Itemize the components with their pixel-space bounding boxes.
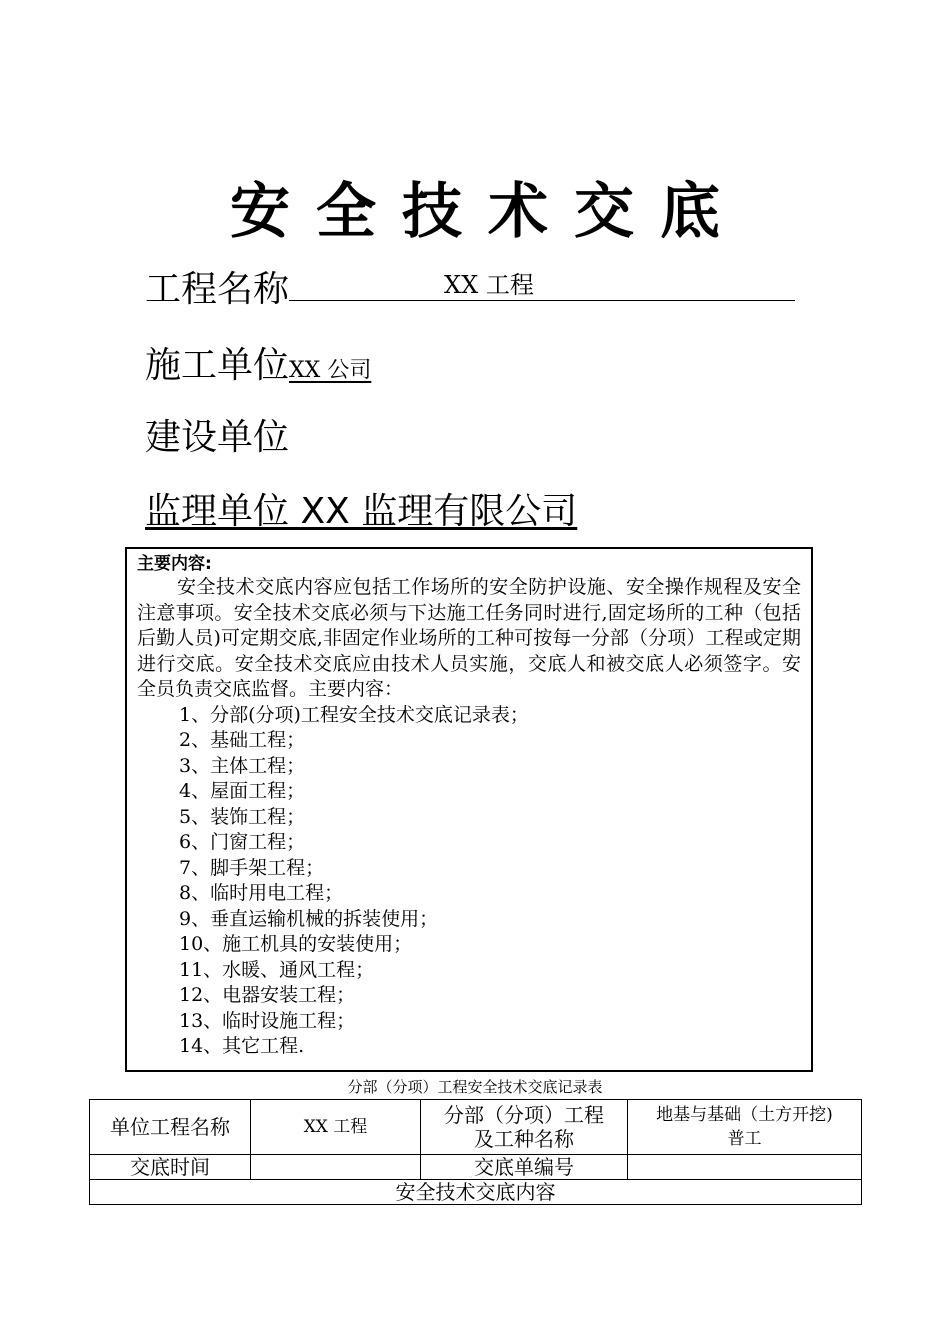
table-row — [90, 1100, 862, 1155]
list-item: 14、其它工程. — [179, 1035, 305, 1057]
content-label: 安全技术交底内容 — [90, 1180, 862, 1205]
number-value — [628, 1155, 862, 1180]
subproject-label-line1: 分部（分项）工程 — [444, 1103, 604, 1127]
supervisor-line — [145, 488, 577, 536]
subproject-value-line2: 普工 — [727, 1129, 762, 1149]
document-title: 安全技术交底 — [230, 177, 746, 247]
time-label: 交底时间 — [90, 1155, 251, 1180]
time-value — [251, 1155, 421, 1180]
project-name-label: 工程名称 — [145, 269, 290, 310]
subproject-label — [421, 1100, 628, 1155]
contractor-line — [145, 342, 371, 390]
subproject-value — [628, 1100, 862, 1155]
project-name-field — [289, 266, 795, 301]
subproject-value-line1: 地基与基础（土方开挖) — [656, 1105, 833, 1125]
supervisor-label: 监理单位 — [145, 491, 290, 532]
main-content-box — [125, 547, 813, 1072]
unit-project-label: 单位工程名称 — [90, 1100, 251, 1155]
project-name-value: XX 工程 — [444, 271, 534, 299]
list-item: 9、垂直运输机械的拆装使用； — [179, 907, 439, 930]
list-item: 12、电器安装工程； — [179, 984, 356, 1006]
content-list — [137, 703, 801, 1060]
contractor-label: 施工单位 — [145, 345, 290, 386]
list-item: 5、装饰工程； — [179, 805, 306, 828]
list-item: 3、主体工程； — [179, 754, 306, 777]
content-paragraph: 安全技术交底内容应包括工作场所的安全防护设施、安全操作规程及安全注意事项。安全技术交底必须与下达施工任务同时进行,固定场所的工种（包括后勤人员)可定期交底,非固定作业场所的工种可按每一分部（分项）工程或定期进行交底。安全技术交底应由技术人员实施，交底人和被交底人必须签字。安全员负责交底监督。主要内容： — [137, 576, 801, 700]
owner-label: 建设单位 — [145, 417, 290, 458]
list-item: 11、水暖、通风工程； — [179, 958, 375, 981]
record-table — [89, 1099, 862, 1205]
project-name-line — [145, 266, 795, 314]
owner-line — [145, 414, 289, 462]
list-item: 7、脚手架工程； — [179, 856, 325, 879]
contractor-value: XX 公司 — [289, 358, 372, 383]
content-heading: 主要内容: — [137, 554, 212, 574]
unit-project-value: XX 工程 — [251, 1100, 421, 1155]
list-item: 6、门窗工程； — [179, 831, 306, 853]
list-item: 10、施工机具的安装使用； — [179, 933, 413, 955]
list-item: 13、临时设施工程； — [179, 1009, 356, 1032]
number-label: 交底单编号 — [421, 1155, 628, 1180]
table-caption: 分部（分项）工程安全技术交底记录表 — [347, 1078, 603, 1096]
list-item: 2、基础工程； — [179, 729, 306, 751]
list-item: 1、分部(分项)工程安全技术交底记录表； — [179, 703, 529, 726]
supervisor-value: XX 监理有限公司 — [300, 491, 578, 532]
list-item: 4、屋面工程； — [179, 780, 306, 802]
list-item: 8、临时用电工程； — [179, 882, 344, 904]
subproject-label-line2: 及工种名称 — [474, 1127, 574, 1151]
table-row — [90, 1155, 862, 1180]
table-row — [90, 1180, 862, 1205]
